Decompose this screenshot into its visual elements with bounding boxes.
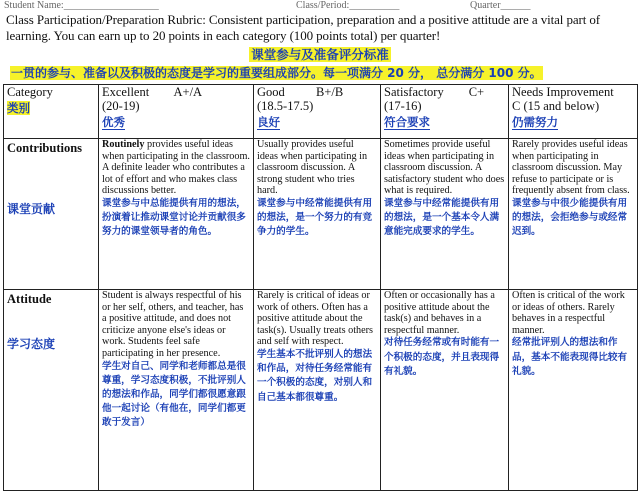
cell-cn: 对待任务经常或有时能有一个积极的态度，并且表现得有礼貌。 [384,337,500,377]
header-cell-category [4,85,99,139]
cell-contributions-satisfactory [381,139,509,290]
cell-attitude-needs-improvement [509,290,638,491]
cell-cn: 课堂参与中很少能提供有用的想法，会拒绝参与或经常迟到。 [512,197,628,238]
chinese-title-text: 课堂参与及准备评分标准 [251,47,389,62]
cell-cn: 学生基本不批评别人的想法和作品，对待任务经常能有一个积极的态度，对别人和自己基本都很尊重。 [257,348,373,403]
header-range: C (15 and below) [512,99,600,113]
header-range: (17-16) [384,99,422,113]
cell-en: Rarely is critical of ideas or work of others. Often has a positive attitude about the task(s). Usually treats others and self with respect. [257,290,373,348]
cell-cn: 课堂参与中经常能提供有用的想法，是一个基本令人满意能完成要求的学生。 [384,197,500,238]
cell-en-text: provides useful ideas when participating in the classroom. A definite leader who contributes a lot of effort and who makes class discussions better. [102,139,250,197]
cell-en: Sometimes provide useful ideas when participating in classroom discussion. A satisfactory student who does what is required. [384,139,505,197]
header-range: (20-19) [102,99,140,113]
header-range: (18.5-17.5) [257,99,314,113]
header-cn: 优秀 [102,115,125,129]
header-cell-excellent [99,85,254,139]
header-cell-needs-improvement [509,85,638,139]
header-en: Satisfactory C+ [384,85,485,99]
row-contributions [4,139,638,290]
cell-lead: Routinely [102,139,145,150]
form-header [4,0,636,12]
chinese-title [0,45,640,64]
row-label-en: Attitude [7,292,52,306]
cell-attitude-excellent [99,290,254,491]
cell-contributions-excellent [99,139,254,290]
rubric-table [3,84,638,491]
cell-en [102,139,250,197]
header-en: Excellent A+/A [102,85,203,99]
cell-en: Often is critical of the work or ideas of others. Rarely behaves in a respectful manner. [512,290,625,336]
row-label-contributions [4,139,99,290]
row-label-cn: 学习态度 [7,337,56,351]
cell-contributions-good [254,139,381,290]
header-en: Category [7,85,53,99]
header-cell-good [254,85,381,139]
header-en: Needs Improvement [512,85,614,99]
header-cn: 符合要求 [384,115,430,129]
cell-cn: 课堂参与中总能提供有用的想法，扮演着让推动课堂讨论并贡献很多努力的课堂领导者的角色。 [102,197,246,238]
cell-cn: 经常批评别人的想法和作品，基本不能表现得比较有礼貌。 [512,337,628,377]
cell-attitude-good [254,290,381,491]
class-period-field[interactable]: Class/Period:__________ [296,0,400,11]
cell-contributions-needs-improvement [509,139,638,290]
cell-cn: 学生对自己、同学和老师都总是很尊重，学习态度积极，不批评别人的想法和作品，同学们都很愿意跟他一起讨论（有他在，同学们都更敢于发言） [102,360,246,429]
row-attitude [4,290,638,491]
row-label-cn: 课堂贡献 [7,202,56,216]
student-name-field[interactable]: Student Name:___________________ [4,0,159,11]
chinese-intro [10,64,630,82]
row-label-en: Contributions [7,141,83,155]
cell-en: Often or occasionally has a positive attitude about the task(s) and behaves in a respectful manner. [384,290,495,336]
chinese-intro-text: 一贯的参与、准备以及积极的态度是学习的重要组成部分。每一项满分 20 分， 总分满分 100 分。 [11,66,542,80]
header-en: Good B+/B [257,85,344,99]
header-cn: 良好 [257,115,280,129]
row-label-attitude [4,290,99,491]
cell-en: Usually provides useful ideas when participating in classroom discussion. A strong student who tries hard. [257,139,368,197]
cell-en: Student is always respectful of his or her self, others, and teacher, has a positive attitude, and does not criticize anyone else's ideas or work. Students feel safe participating in her presence. [102,290,244,359]
cell-attitude-satisfactory [381,290,509,491]
cell-en: Rarely provides useful ideas when participating in classroom discussion. May refuse to participate or is frequently absent from class. [512,139,630,197]
header-row [4,85,638,139]
cell-cn: 课堂参与中经常能提供有用的想法，是一个努力的有竞争力的学生。 [257,197,373,238]
quarter-field[interactable]: Quarter______ [470,0,531,11]
header-cell-satisfactory [381,85,509,139]
rubric-intro: Class Participation/Preparation Rubric: Consistent participation, preparation and a positive attitude are a vital part of learning. You can earn up to 20 points in each category (100 points total) per quarter! [6,12,601,43]
header-cn: 类别 [7,101,30,115]
header-cn: 仍需努力 [512,115,558,129]
